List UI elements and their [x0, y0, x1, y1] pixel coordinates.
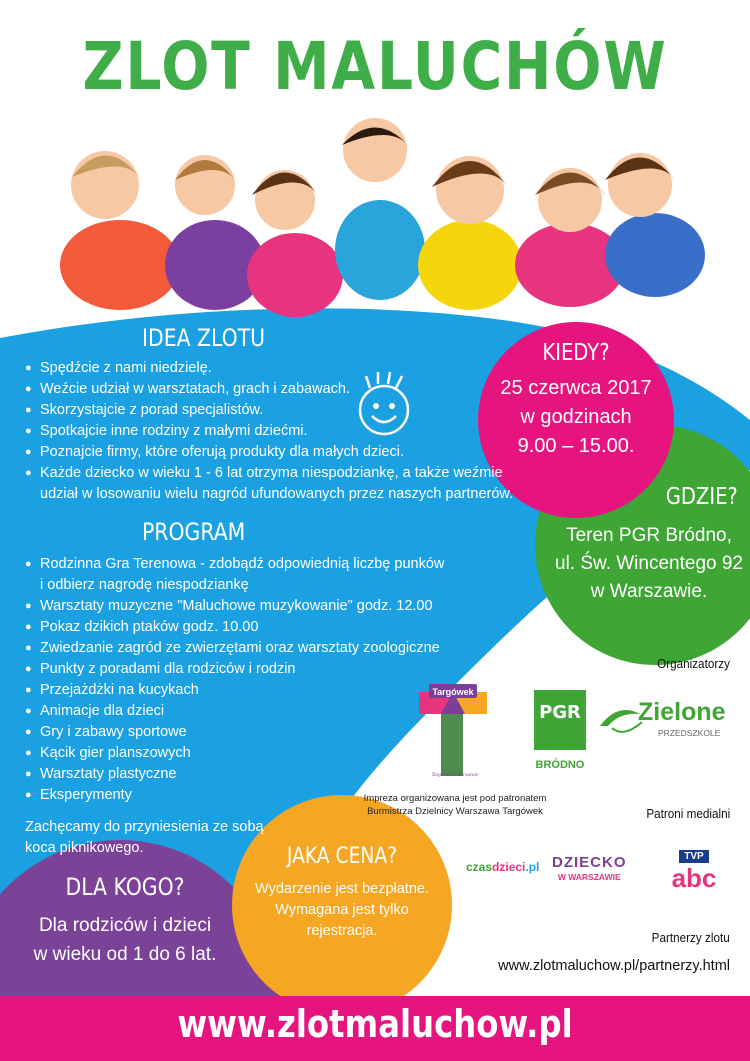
kiedy-section — [478, 340, 674, 461]
website-url-link[interactable]: www.zlotmaluchow.pl — [177, 1002, 573, 1046]
list-item: ● Spotkajcie inne rodziny z małymi dziećmi. — [25, 421, 503, 442]
program-note — [25, 817, 264, 859]
gdzie-heading: GDZIE? — [665, 484, 738, 510]
list-item: ● Warsztaty plastyczne — [25, 764, 444, 785]
program-note-line: koca piknikowego. — [25, 840, 144, 856]
program-note-line: Zachęcamy do przyniesienia ze sobą — [25, 819, 264, 835]
czasdzieci-logo-part: czas — [466, 860, 493, 874]
list-item-text: Rodzinna Gra Terenowa - zdobądź odpowiednią liczbę punków — [40, 556, 445, 572]
list-item: ● Pokaz dzikich ptaków godz. 10.00 — [25, 617, 444, 638]
idea-heading: IDEA ZLOTU — [142, 324, 266, 352]
list-item — [25, 554, 444, 596]
child-4 — [335, 118, 425, 300]
child-5 — [418, 156, 522, 310]
list-item: ● Spędźcie z nami niedzielę. — [25, 358, 503, 379]
targowek-logo — [415, 684, 491, 780]
children-photo — [30, 115, 730, 340]
kiedy-line: w godzinach — [520, 406, 632, 428]
kiedy-heading: KIEDY? — [542, 340, 610, 366]
list-item: ● Weźcie udział w warsztatach, grach i zabawach. — [25, 379, 503, 400]
gdzie-heading-wrap — [653, 484, 738, 510]
list-item-continuation: i odbierz nagrodę niespodziankę — [40, 577, 249, 593]
czasdzieci-logo-part: dzieci — [492, 860, 526, 874]
dla-kogo-line: Dla rodziców i dzieci — [38, 915, 212, 936]
jaka-cena-heading: JAKA CENA? — [286, 844, 398, 869]
list-item: ● Animacje dla dzieci — [25, 701, 444, 722]
partners-url-link[interactable]: www.zlotmaluchow.pl/partnerzy.html — [498, 958, 730, 974]
zielone-logo-text: Zielone — [638, 698, 726, 726]
page-title: ZLOT MALUCHÓW — [82, 28, 668, 105]
brodno-logo-text: BRÓDNO — [535, 759, 585, 771]
kiedy-hours: 9.00 – 15.00. — [517, 435, 635, 457]
czasdzieci-logo-part: .pl — [525, 860, 540, 874]
jaka-cena-section — [232, 844, 452, 942]
dla-kogo-section — [0, 873, 250, 969]
czasdzieci-logo — [466, 860, 539, 874]
pgr-logo-text: PGR — [539, 702, 581, 723]
zielone-przedszkole-logo — [598, 692, 744, 748]
idea-list — [25, 358, 503, 484]
dziecko-logo-text: DZIECKO — [552, 854, 627, 871]
child-3 — [247, 170, 343, 317]
program-list — [25, 554, 444, 806]
dla-kogo-line: w wieku od 1 do 6 lat. — [33, 944, 217, 965]
kiedy-date: 25 czerwca 2017 — [500, 377, 652, 399]
list-item: ● Eksperymenty — [25, 785, 444, 806]
patronage-note — [360, 792, 550, 818]
list-item: ● Punkty z poradami dla rodziców i rodzin — [25, 659, 444, 680]
child-1 — [60, 151, 180, 310]
tvp-abc-logo — [666, 846, 722, 892]
media-patrons-label: Patroni medialni — [646, 806, 730, 821]
abc-logo-text: abc — [671, 863, 717, 893]
targowek-logo-script: Targówek w Warszawie — [431, 773, 479, 778]
program-heading: PROGRAM — [142, 518, 246, 546]
jaka-cena-line: rejestracja. — [306, 923, 378, 939]
jaka-cena-line: Wydarzenie jest bezpłatne. — [255, 881, 429, 897]
gdzie-address: ul. Św. Wincentego 92 — [555, 553, 743, 574]
list-item: ● Warsztaty muzyczne "Maluchowe muzykowanie" godz. 12.00 — [25, 596, 444, 617]
zielone-logo-subtext: PRZEDSZKOLE — [658, 728, 721, 738]
list-item: ● Skorzystajcie z porad specjalistów. — [25, 400, 503, 421]
tvp-logo-text: TVP — [679, 850, 708, 863]
list-item: ● Kącik gier planszowych — [25, 743, 444, 764]
partners-label: Partnerzy zlotu — [651, 930, 730, 945]
dziecko-w-warszawie-logo — [552, 856, 627, 884]
gdzie-section — [548, 522, 750, 606]
patronage-line: Impreza organizowana jest pod patronatem — [363, 793, 547, 804]
child-7 — [605, 153, 705, 297]
list-item: ● Poznajcie firmy, które oferują produkty dla małych dzieci. — [25, 442, 503, 463]
pgr-brodno-logo — [532, 688, 588, 772]
organizers-label: Organizatorzy — [657, 656, 730, 671]
list-item: ● Gry i zabawy sportowe — [25, 722, 444, 743]
idea-item-continuation: udział w losowaniu wielu nagród ufundowanych przez naszych partnerów. — [40, 486, 514, 502]
dziecko-logo-subtext: W WARSZAWIE — [557, 872, 621, 882]
gdzie-line: Teren PGR Bródno, — [566, 525, 732, 546]
targowek-logo-text: Targówek — [432, 687, 474, 697]
list-item: ● Zwiedzanie zagród ze zwierzętami oraz warsztaty zoologiczne — [25, 638, 444, 659]
gdzie-city: w Warszawie. — [590, 581, 708, 602]
patronage-line: Burmistrza Dzielnicy Warszawa Targówek — [367, 806, 543, 817]
jaka-cena-line: Wymagana jest tylko — [275, 902, 409, 918]
list-item: ● Każde dziecko w wieku 1 - 6 lat otrzyma niespodziankę, a także weźmie — [25, 463, 503, 484]
list-item: ● Przejażdżki na kucykach — [25, 680, 444, 701]
dla-kogo-heading: DLA KOGO? — [65, 873, 185, 901]
